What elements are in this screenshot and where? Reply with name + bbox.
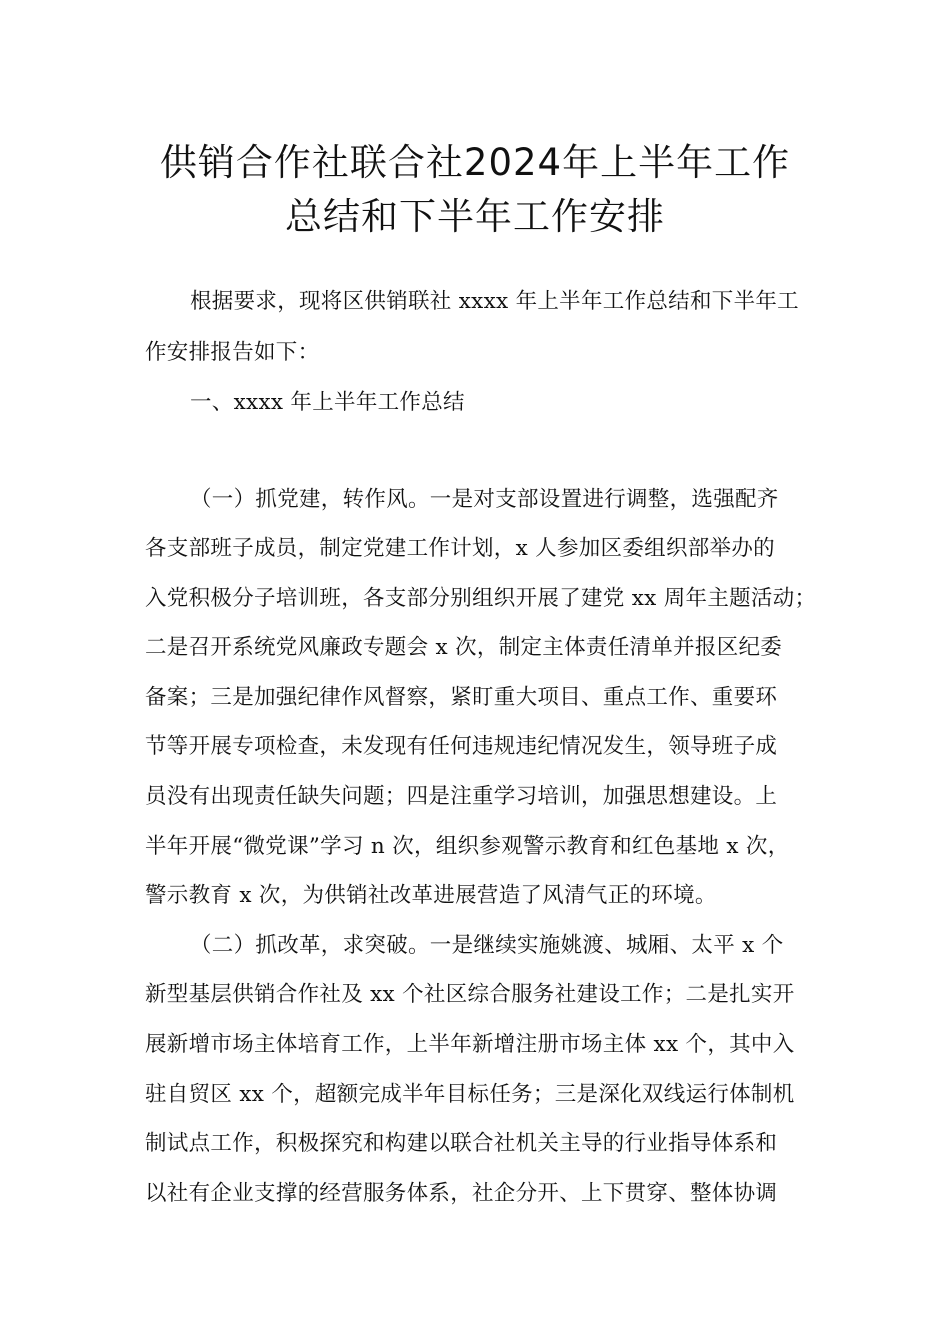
paragraph-line: （二）抓改革，求突破。一是继续实施姚渡、城厢、太平 x 个: [190, 933, 784, 958]
paragraph-line: （一）抓党建，转作风。一是对支部设置进行调整，选强配齐: [190, 487, 779, 512]
section-heading: 一、xxxx 年上半年工作总结: [190, 390, 465, 415]
paragraph-line: 以社有企业支撑的经营服务体系，社企分开、上下贯穿、整体协调: [145, 1181, 778, 1206]
paragraph-line: 各支部班子成员，制定党建工作计划，x 人参加区委组织部举办的: [145, 536, 775, 561]
paragraph-line: 驻自贸区 xx 个，超额完成半年目标任务；三是深化双线运行体制机: [145, 1082, 795, 1107]
paragraph-line: 员没有出现责任缺失问题；四是注重学习培训，加强思想建设。上: [145, 784, 778, 809]
paragraph-line: 制试点工作，积极探究和构建以联合社机关主导的行业指导体系和: [145, 1131, 778, 1156]
paragraph-line: 二是召开系统党风廉政专题会 x 次，制定主体责任清单并报区纪委: [145, 635, 783, 660]
paragraph-line: 展新增市场主体培育工作，上半年新增注册市场主体 xx 个，其中入: [145, 1032, 795, 1057]
paragraph-line: 新型基层供销合作社及 xx 个社区综合服务社建设工作；二是扎实开: [145, 982, 795, 1007]
paragraph-intro-line: 根据要求，现将区供销联社 xxxx 年上半年工作总结和下半年工: [190, 289, 799, 314]
paragraph-line: 警示教育 x 次，为供销社改革进展营造了风清气正的环境。: [145, 883, 717, 908]
paragraph-line: 节等开展专项检查，未发现有任何违规违纪情况发生，领导班子成: [145, 734, 778, 759]
document-title-line-2: 总结和下半年工作安排: [285, 195, 665, 238]
paragraph-intro-line: 作安排报告如下：: [145, 340, 320, 365]
paragraph-line: 半年开展“微党课”学习 n 次，组织参观警示教育和红色基地 x 次，: [145, 834, 790, 859]
paragraph-line: 入党积极分子培训班，各支部分别组织开展了建党 xx 周年主题活动；: [145, 586, 817, 611]
paragraph-line: 备案；三是加强纪律作风督察，紧盯重大项目、重点工作、重要环: [145, 685, 778, 710]
document-title-line-1: 供销合作社联合社2024年上半年工作: [159, 141, 791, 184]
